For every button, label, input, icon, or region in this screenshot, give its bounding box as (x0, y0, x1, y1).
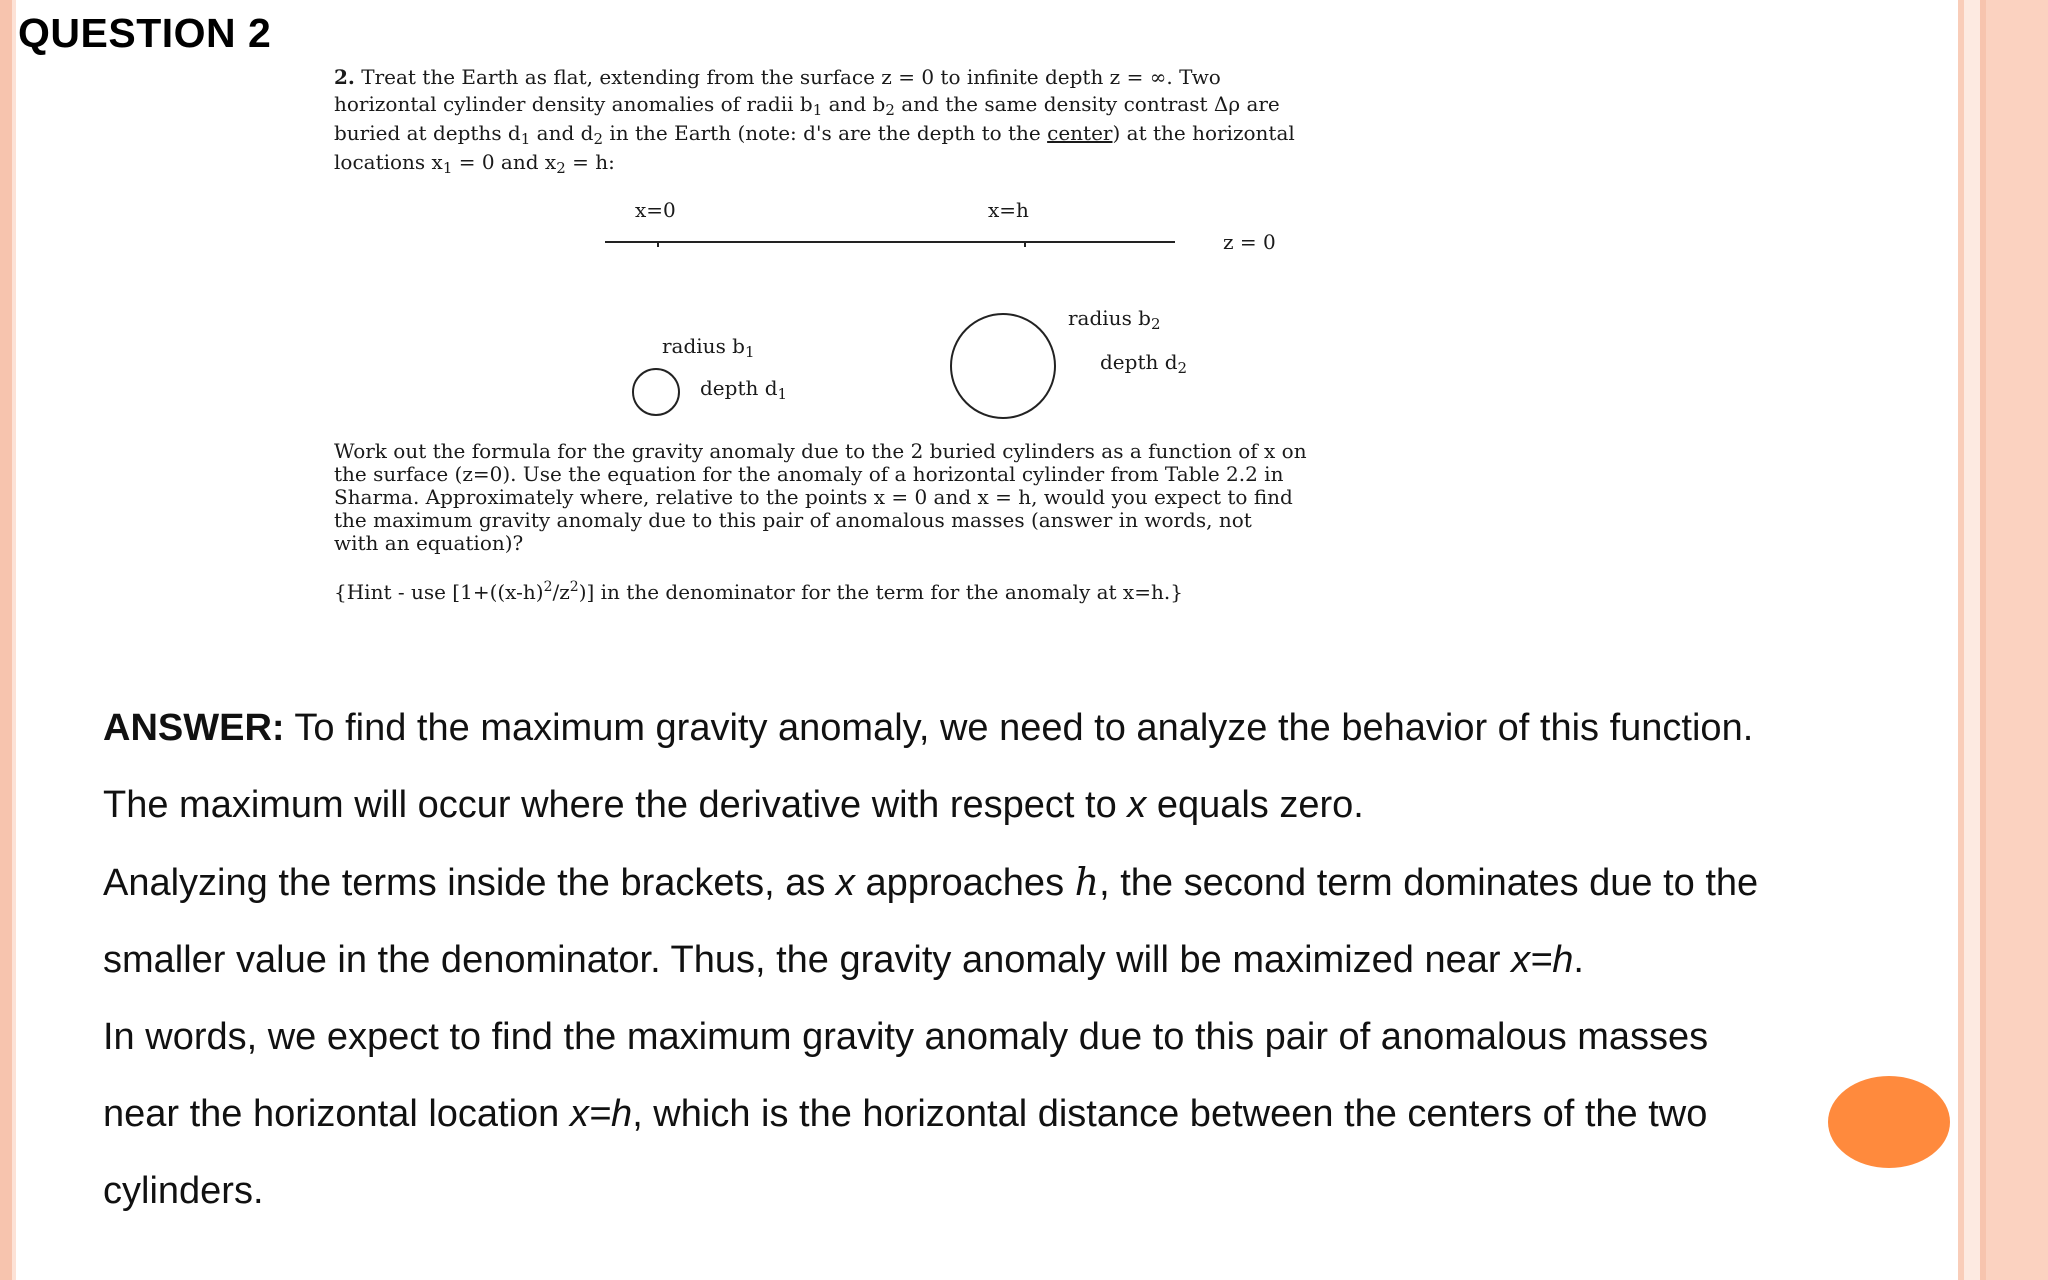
depth-text: depth d (700, 376, 778, 400)
answer-text: In words, we expect to find the maximum gravity anomaly due to this pair of anomalous masses (103, 1016, 1709, 1058)
task-line: Sharma. Approximately where, relative to the points x = 0 and x = h, would you expect to find (334, 485, 1293, 509)
answer-text: cylinders. (103, 1170, 264, 1212)
answer-block (103, 690, 2003, 1230)
answer-text: The maximum will occur where the derivative with respect to (103, 784, 1128, 826)
subscript: 1 (812, 101, 823, 119)
problem-number: 2. (334, 65, 355, 89)
answer-text: , the second term dominates due to the (1099, 862, 1759, 904)
hint-text (334, 580, 1183, 604)
problem-text: = h: (565, 150, 615, 174)
answer-label: ANSWER: (103, 707, 285, 749)
subscript: 1 (442, 159, 453, 177)
label-xh: x=h (988, 198, 1029, 222)
subscript: 1 (745, 343, 755, 361)
label-x0: x=0 (635, 198, 676, 222)
answer-text: , which is the horizontal distance between the centers of the two (632, 1093, 1708, 1135)
underlined-word: center (1047, 121, 1113, 145)
cylinder-1-circle (633, 369, 679, 415)
problem-text: and the same density contrast Δρ are (901, 92, 1280, 116)
problem-text: Treat the Earth as flat, extending from the surface z = 0 to infinite depth z = ∞. Two (361, 65, 1221, 89)
problem-text: buried at depths d (334, 121, 521, 145)
problem-statement (334, 64, 1584, 178)
problem-text: in the Earth (note: d's are the depth to the (609, 121, 1048, 145)
radius-text: radius b (662, 334, 745, 358)
problem-text: ) at the horizontal (1112, 121, 1295, 145)
task-line: the surface (z=0). Use the equation for the anomaly of a horizontal cylinder from Table 2.2 in (334, 462, 1284, 486)
answer-text: approaches (854, 862, 1075, 904)
label-depth-d1 (700, 376, 788, 403)
diagram-figure (590, 190, 1310, 420)
math-xh: x=h (569, 1093, 633, 1135)
problem-text: = 0 and x (452, 150, 557, 174)
problem-text: and b (828, 92, 886, 116)
task-text (334, 440, 1634, 555)
hint-part: )] in the denominator for the term for the anomaly at x=h.} (578, 580, 1183, 604)
hint-part: {Hint - use [1+((x-h) (334, 580, 544, 604)
task-line: the maximum gravity anomaly due to this pair of anomalous masses (answer in words, not (334, 508, 1252, 532)
answer-text: equals zero. (1146, 784, 1364, 826)
hint-part: /z (552, 580, 570, 604)
slide-title: QUESTION 2 (18, 10, 272, 56)
problem-text: horizontal cylinder density anomalies of radii b (334, 92, 813, 116)
superscript: 2 (543, 579, 553, 595)
subscript: 1 (520, 130, 531, 148)
math-xh: x=h (1511, 939, 1574, 981)
task-line: Work out the formula for the gravity anomaly due to the 2 buried cylinders as a function of x on (334, 439, 1307, 463)
label-radius-b2 (1068, 306, 1161, 333)
problem-text: and d (536, 121, 594, 145)
subscript: 1 (777, 385, 788, 403)
answer-text: near the horizontal location (103, 1093, 570, 1135)
problem-text: locations x (334, 150, 443, 174)
radius-text: radius b (1068, 306, 1151, 330)
cylinder-diagram (590, 190, 1310, 420)
slide-left-border-inner (12, 0, 16, 1280)
answer-text: smaller value in the denominator. Thus, the gravity anomaly will be maximized near (103, 939, 1512, 981)
subscript: 2 (1151, 315, 1161, 333)
label-z0: z = 0 (1223, 230, 1276, 254)
answer-text: . (1573, 939, 1584, 981)
answer-text: To find the maximum gravity anomaly, we need to analyze the behavior of this function. (284, 707, 1754, 749)
subscript: 2 (1177, 359, 1188, 377)
cylinder-2-circle (951, 314, 1055, 418)
subscript: 2 (885, 101, 895, 119)
math-x: x (835, 862, 855, 904)
answer-text: Analyzing the terms inside the brackets, as (103, 862, 836, 904)
slide-left-border (0, 0, 12, 1280)
math-x: x (1127, 784, 1147, 826)
superscript: 2 (569, 579, 579, 595)
task-line: with an equation)? (334, 531, 524, 555)
label-radius-b1 (662, 334, 755, 361)
subscript: 2 (593, 130, 603, 148)
subscript: 2 (556, 159, 566, 177)
label-depth-d2 (1100, 350, 1188, 377)
depth-text: depth d (1100, 350, 1178, 374)
math-h: h (1074, 860, 1100, 904)
